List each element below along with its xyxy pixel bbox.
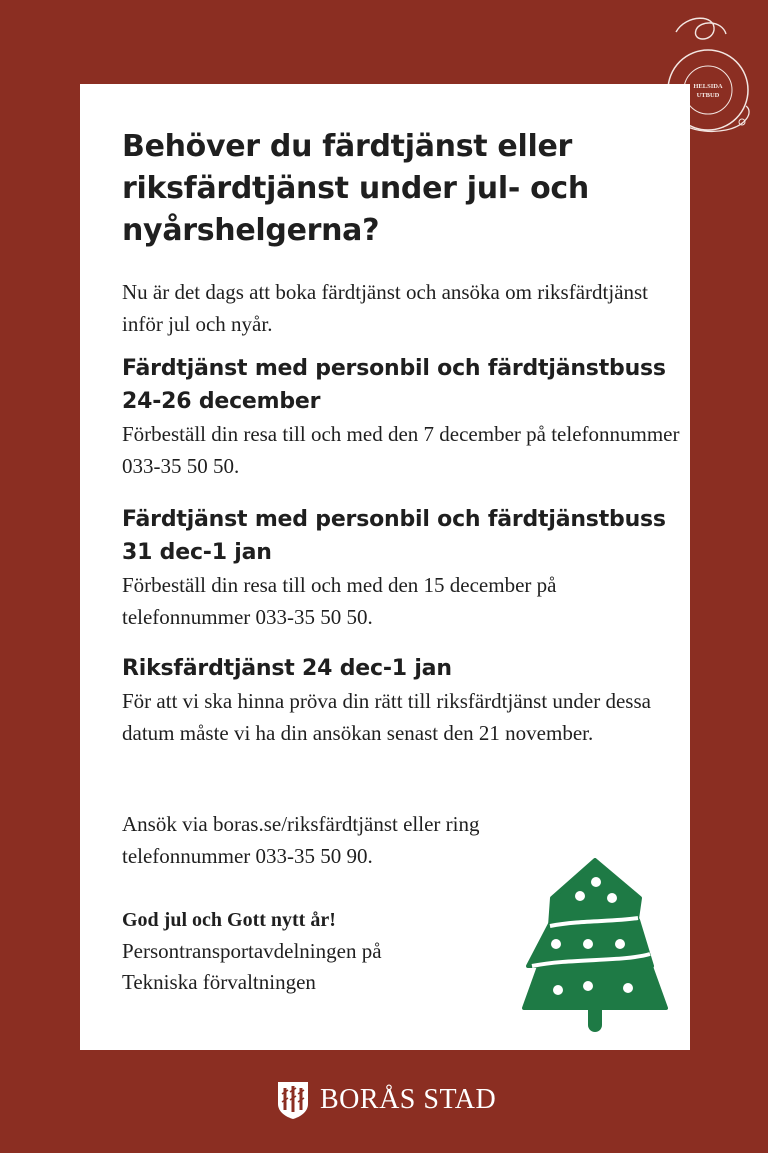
greeting-block bbox=[122, 904, 522, 998]
section-body: Förbeställ din resa till och med den 15 december på telefonnummer 033-35 50 50. bbox=[122, 573, 557, 629]
footer-brand-name: BORÅS STAD bbox=[320, 1084, 497, 1115]
stamp-center-bottom: UTBUD bbox=[696, 92, 720, 99]
signature-line-1: Persontransportavdelningen på bbox=[122, 939, 382, 963]
section-body: Förbeställ din resa till och med den 7 december på telefonnummer 033-35 50 50. bbox=[122, 422, 680, 478]
page-title: Behöver du färdtjänst eller riksfärdtjänst under jul- och nyårshelgerna? bbox=[122, 129, 589, 248]
section-new-year bbox=[122, 503, 682, 633]
greeting-headline: God jul och Gott nytt år! bbox=[122, 909, 336, 931]
intro-text: Nu är det dags att boka färdtjänst och ansöka om riksfärdtjänst inför jul och nyår. bbox=[122, 280, 649, 336]
section-body: För att vi ska hinna pröva din rätt till riksfärdtjänst under dessa datum måste vi ha din ansökan senast den 21 november. bbox=[122, 689, 651, 745]
stamp-center-top: HELSIDA bbox=[693, 83, 723, 90]
boras-coat-of-arms-icon bbox=[276, 1080, 310, 1120]
christmas-tree-icon bbox=[522, 858, 668, 1034]
section-heading: Riksfärdtjänst 24 dec-1 jan bbox=[122, 656, 452, 681]
section-christmas bbox=[122, 352, 682, 482]
section-heading: Färdtjänst med personbil och färdtjänstbuss 24-26 december bbox=[122, 356, 666, 414]
section-heading: Färdtjänst med personbil och färdtjänstbuss 31 dec-1 jan bbox=[122, 507, 666, 565]
section-riksfardtjanst bbox=[122, 652, 682, 749]
notice-card bbox=[80, 84, 690, 1050]
signature-line-2: Tekniska förvaltningen bbox=[122, 970, 316, 994]
apply-text: Ansök via boras.se/riksfärdtjänst eller ring telefonnummer 033-35 50 90. bbox=[122, 812, 480, 868]
